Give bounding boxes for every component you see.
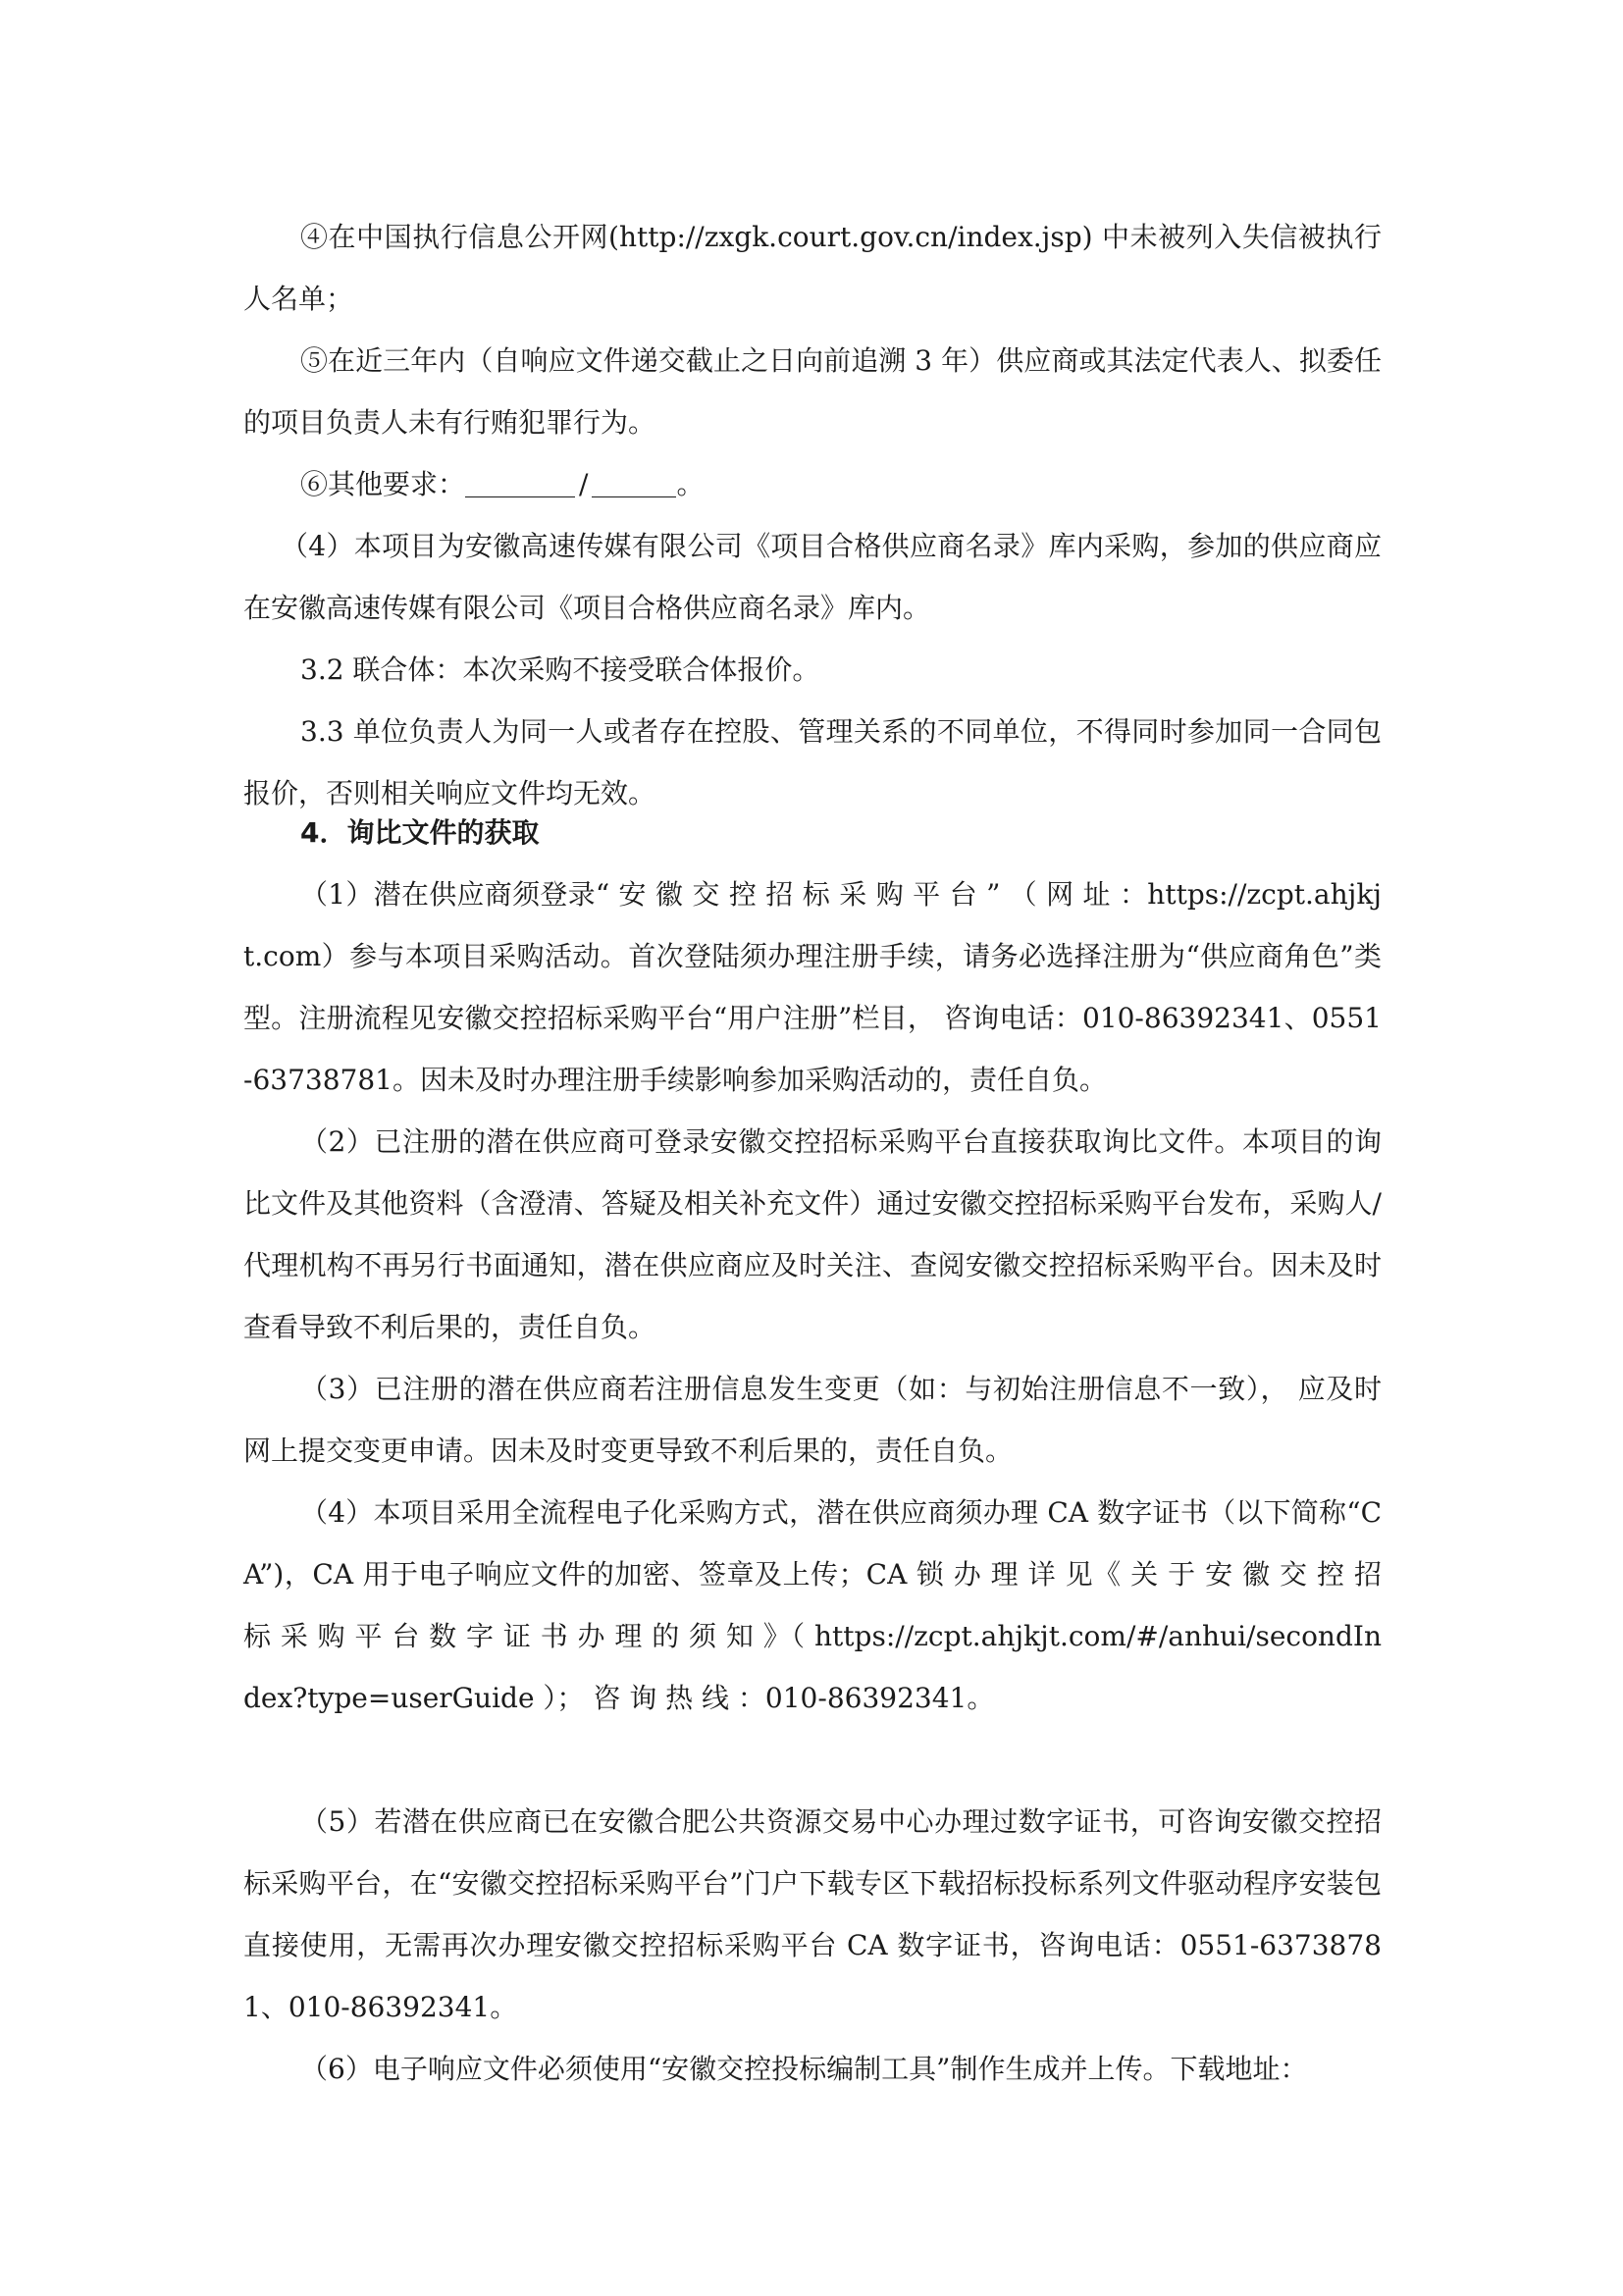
- paragraph-bid-tool: （6）电子响应文件必须使用“安徽交控投标编制工具”制作生成并上传。下载地址：: [300, 2053, 1308, 2085]
- paragraph-existing-certificate: （5）若潜在供应商已在安徽合肥公共资源交易中心办理过数字证书，可咨询安徽交控招标采购平台，在“安徽交控招标采购平台”门户下载专区下载招标投标系列文件驱动程序安装包直接使用，无需再次办理安徽交控招标采购平台 CA 数字证书，咨询电话：0551-63738781、010-86392341。: [243, 1805, 1382, 2023]
- paragraph-ca-certificate: （4）本项目采用全流程电子化采购方式，潜在供应商须办理 CA 数字证书（以下简称“CA”)，CA 用于电子响应文件的加密、签章及上传；CA 锁 办 理 详 见《 关 于 安 徽 交 控 招 标 采 购 平 台 数 字 证 书 办 理 的 须 知 》（ https://zcpt.ahjkjt.com/#/anhui/secondIndex?type=userGuide ）； 咨 询 热 线 ：010-86392341。: [243, 1496, 1382, 1714]
- paragraph-info-change: （3）已注册的潜在供应商若注册信息发生变更（如：与初始注册信息不一致）， 应及时网上提交变更申请。因未及时变更导致不利后果的，责任自负。: [243, 1373, 1382, 1467]
- blank-separator: /: [579, 468, 589, 500]
- paragraph-consortium: 3.2 联合体：本次采购不接受联合体报价。: [300, 653, 820, 686]
- other-requirements-end: 。: [676, 468, 705, 500]
- other-requirements-label: ⑥其他要求：: [300, 468, 466, 500]
- paragraph-download-documents: （2）已注册的潜在供应商可登录安徽交控招标采购平台直接获取询比文件。本项目的询比文件及其他资料（含澄清、答疑及相关补充文件）通过安徽交控招标采购平台发布，采购人/代理机构不再另行书面通知，潜在供应商应及时关注、查阅安徽交控招标采购平台。因未及时查看导致不利后果的，责任自负。: [243, 1125, 1382, 1343]
- paragraph-other-requirements: [243, 453, 1382, 515]
- blank-line-1: [465, 471, 575, 497]
- section-heading-document-acquisition: 4．询比文件的获取: [300, 816, 540, 849]
- paragraph-requirement-5: ⑤在近三年内（自响应文件递交截止之日向前追溯 3 年）供应商或其法定代表人、拟委任的项目负责人未有行贿犯罪行为。: [243, 344, 1382, 439]
- blank-line-2: [592, 471, 676, 497]
- paragraph-registration: （1）潜在供应商须登录“ 安 徽 交 控 招 标 采 购 平 台 ” （ 网 址 ：https://zcpt.ahjkjt.com）参与本项目采购活动。首次登陆须办理注册手续，请务必选择注册为“供应商角色”类型。注册流程见安徽交控招标采购平台“用户注册”栏目， 咨询电话：010-86392341、0551-63738781。因未及时办理注册手续影响参加采购活动的，责任自负。: [243, 878, 1382, 1096]
- paragraph-same-principal: 3.3 单位负责人为同一人或者存在控股、管理关系的不同单位，不得同时参加同一合同包报价，否则相关响应文件均无效。: [243, 715, 1382, 809]
- paragraph-supplier-list: （4）本项目为安徽高速传媒有限公司《项目合格供应商名录》库内采购，参加的供应商应在安徽高速传媒有限公司《项目合格供应商名录》库内。: [243, 530, 1382, 624]
- paragraph-requirement-4: ④在中国执行信息公开网(http://zxgk.court.gov.cn/index.jsp) 中未被列入失信被执行人名单；: [243, 221, 1382, 315]
